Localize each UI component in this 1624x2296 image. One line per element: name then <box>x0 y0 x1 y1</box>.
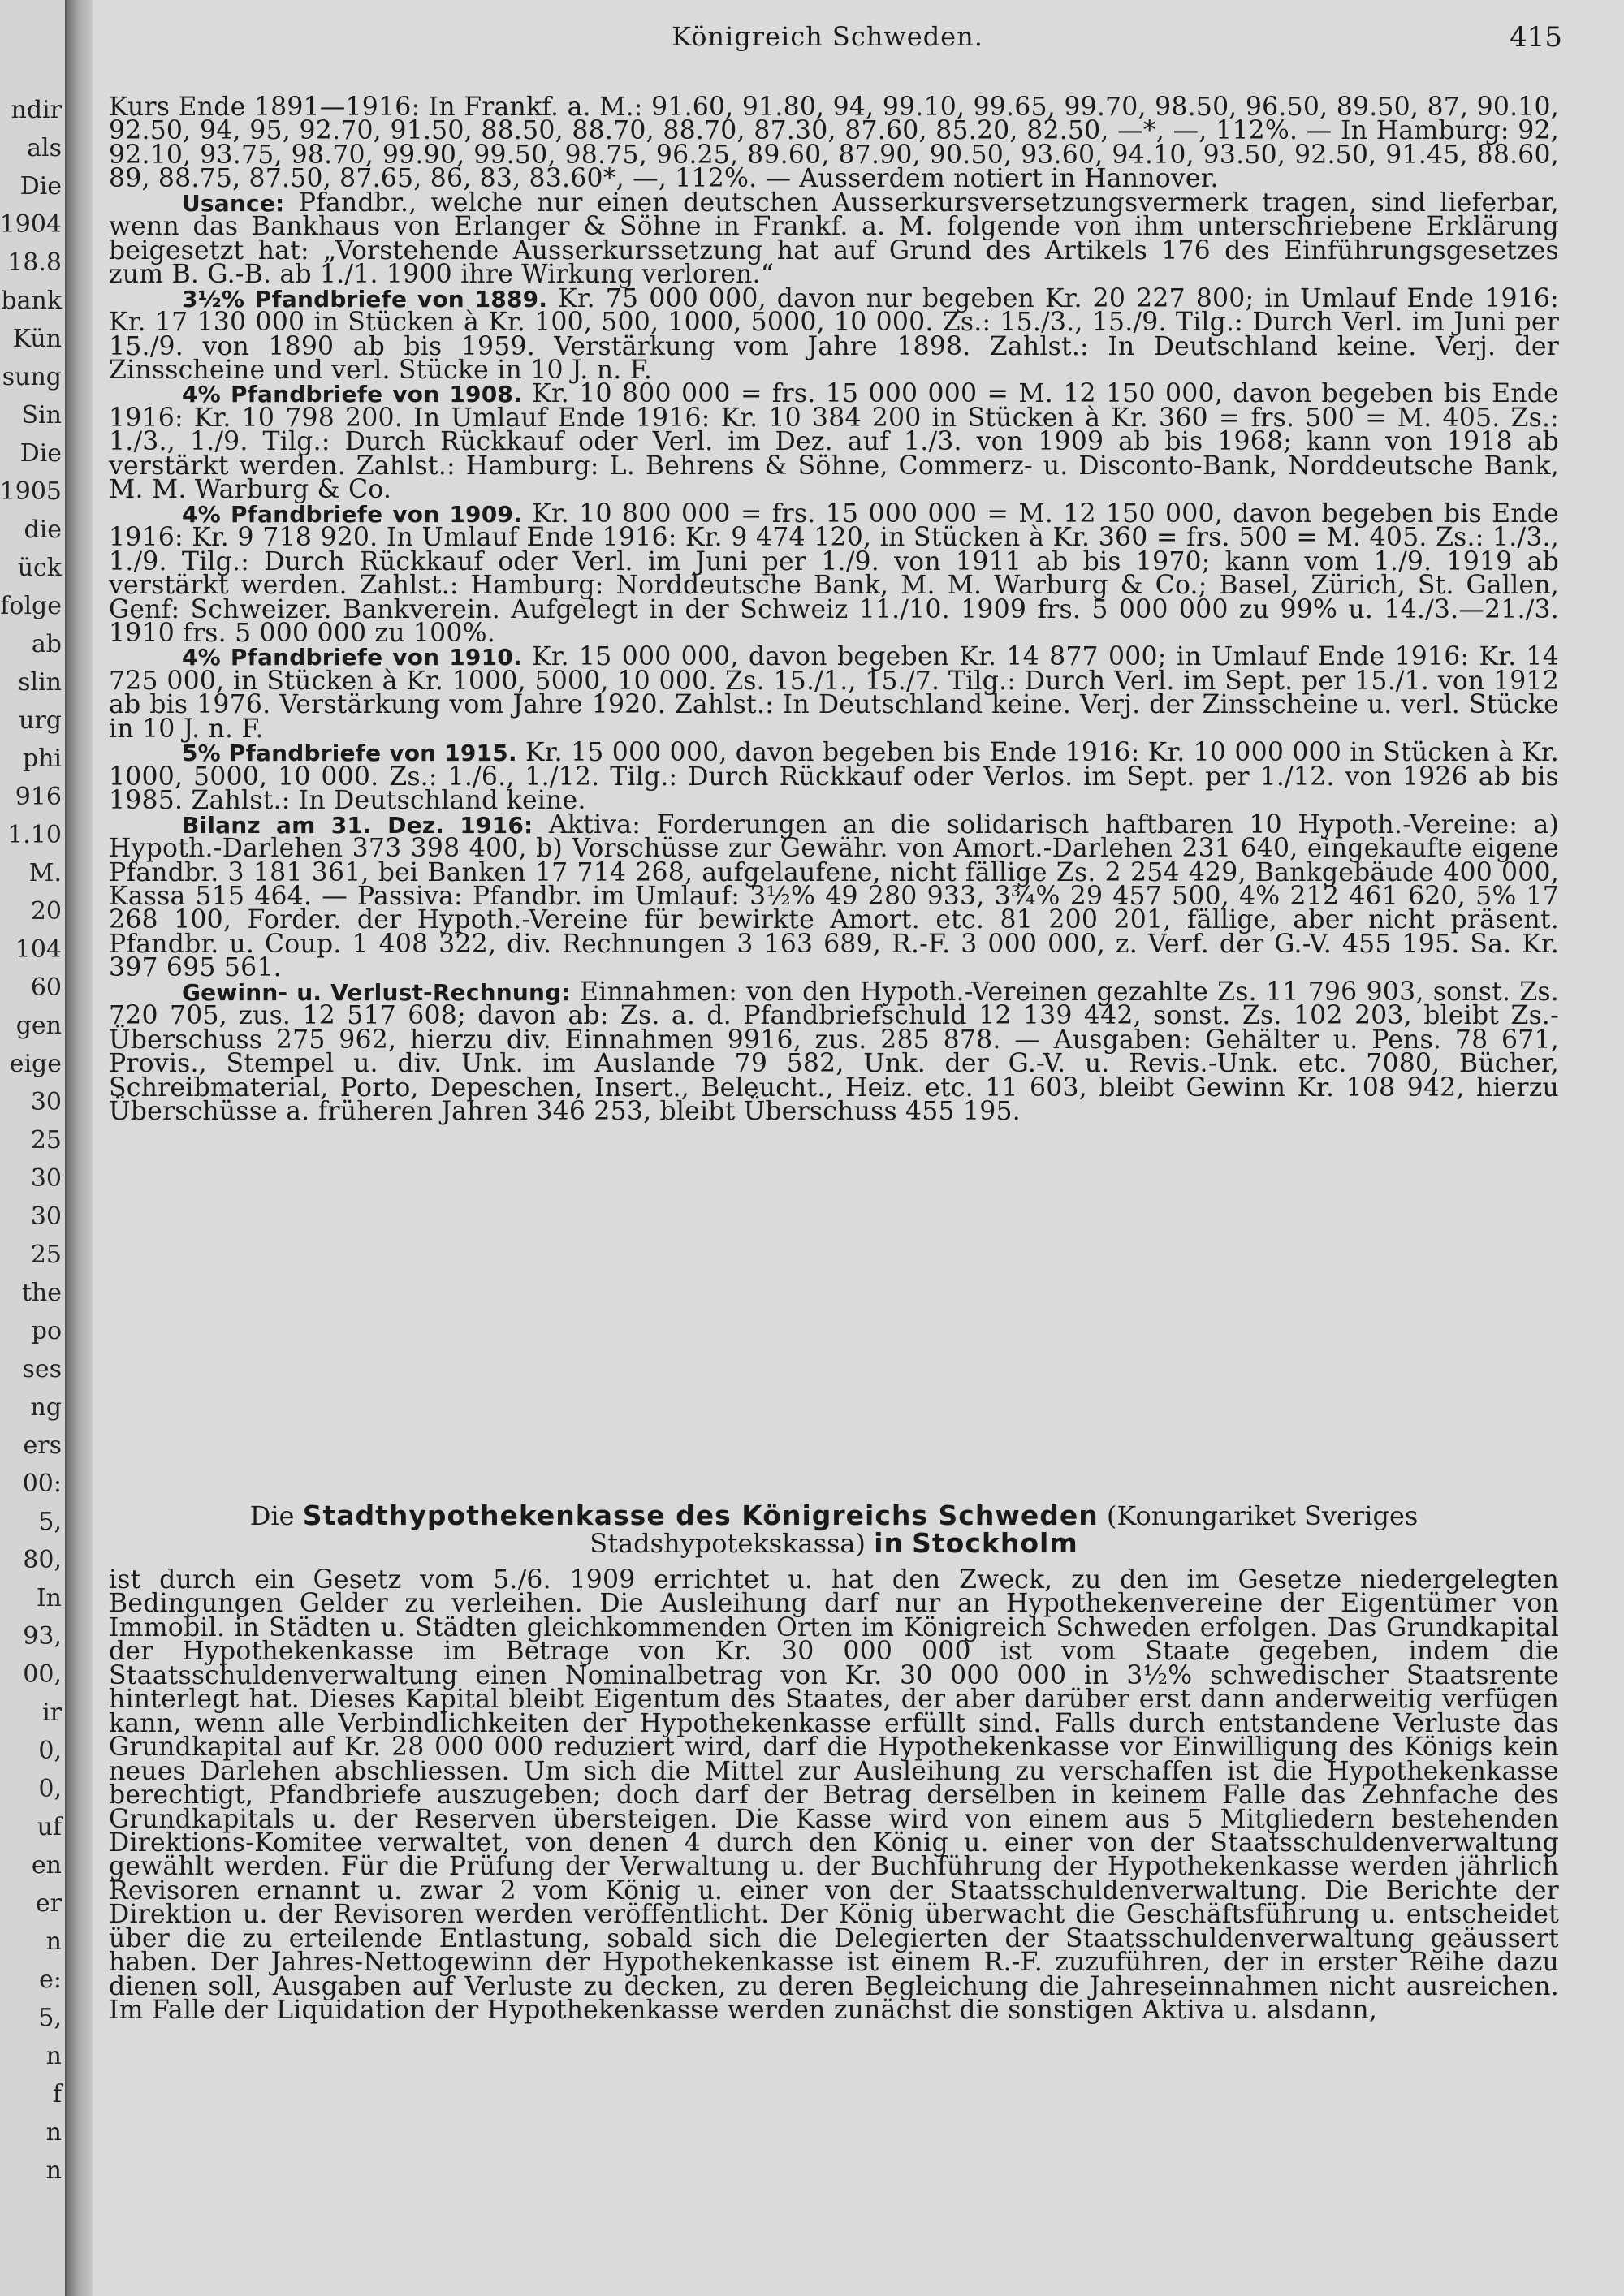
previous-page-fragment: 00, <box>23 1660 62 1689</box>
section-paragraph <box>109 738 1559 816</box>
entity-description <box>109 1565 1559 2026</box>
securities-section <box>109 93 1560 1127</box>
previous-page-fragment: Die <box>19 172 62 201</box>
paragraph-lead: 4% Pfandbriefe von 1910. <box>182 644 522 671</box>
paragraph-text: Kr. 75 000 000, davon nur begeben Kr. 20 227 800; in Umlauf Ende 1916: Kr. 17 130 000 in Stücken à Kr. 100, 500, 1000, 5000, 10 000. Zs.: 15./3., 15./9. Tilg.: Durch Verl. im Juni per 15./9. von 1890 ab bis 1959. Verstärkung vom Jahre 1898. Zahlst.: In Deutschland keine. Verj. der Zinsscheine und verl. Stücke in 10 J. n. F. <box>109 283 1559 385</box>
paragraph-text: Kurs Ende 1891—1916: In Frankf. a. M.: 91.60, 91.80, 94, 99.10, 99.65, 99.70, 98.50, 96.50, 89.50, 87, 90.10, 92.50, 94, 95, 92.70, 91.50, 88.50, 88.70, 88.70, 87.30, 87.60, 85.20, 82.50, —*, —, 112%. — In Hamburg: 92, 92.10, 93.75, 98.70, 99.90, 99.50, 98.75, 96.25, 89.60, 87.90, 90.50, 93.60, 94.10, 93.50, 92.50, 91.45, 88.60, 89, 88.75, 87.50, 87.65, 86, 83, 83.60*, —, 112%. — Ausserdem notiert in Hannover. <box>109 93 1559 194</box>
page <box>93 0 1624 2296</box>
previous-page-fragment: 20 <box>30 897 62 926</box>
previous-page-edge <box>0 0 67 2296</box>
previous-page-fragment: 25 <box>30 1241 62 1269</box>
previous-page-fragment: ück <box>17 554 62 582</box>
previous-page-fragment: phi <box>22 744 62 773</box>
previous-page-fragment: 1905 <box>0 477 62 506</box>
previous-page-fragment: eige <box>9 1050 62 1078</box>
previous-page-fragment: 0, <box>38 1737 62 1765</box>
section-paragraph <box>109 188 1559 290</box>
previous-page-fragment: n <box>45 1927 62 1956</box>
paragraph-lead: 4% Pfandbriefe von 1909. <box>182 500 522 528</box>
previous-page-fragment: bank <box>1 287 62 315</box>
paragraph-text: Kr. 15 000 000, davon begeben Kr. 14 877 000; in Umlauf Ende 1916: Kr. 14 725 000, in Stücken à Kr. 1000, 5000, 10 000. Zs. 15./1., 15./7. Tilg.: Durch Verl. im Sept. per 15./1. von 1912 ab bis 1976. Verstärkung vom Jahre 1920. Zahlst.: In Deutschland keine. Verj. der Zinsscheine u. verl. Stücke in 10 J. n. F. <box>109 642 1560 744</box>
previous-page-fragment: 30 <box>30 1202 62 1231</box>
previous-page-fragment: In <box>36 1584 62 1612</box>
paragraph-lead: Usance: <box>182 189 285 217</box>
previous-page-fragment: 60 <box>30 973 62 1002</box>
entity-heading <box>109 1502 1559 1557</box>
previous-page-fragment: 916 <box>15 783 62 811</box>
previous-page-fragment: uf <box>37 1813 62 1841</box>
previous-page-fragment: 5, <box>38 1508 62 1536</box>
previous-page-fragment: n <box>45 2042 62 2070</box>
paragraph-lead: 5% Pfandbriefe von 1915. <box>182 740 517 767</box>
previous-page-fragment: the <box>21 1279 62 1307</box>
previous-page-fragment: Sin <box>21 401 62 429</box>
previous-page-fragment: 1.10 <box>7 821 62 849</box>
previous-page-fragment: ng <box>30 1393 62 1422</box>
page-number: 415 <box>1510 21 1562 54</box>
previous-page-fragment: e: <box>39 1966 62 1994</box>
previous-page-fragment: ndir <box>11 96 62 124</box>
previous-page-fragment: Die <box>19 439 62 468</box>
section-paragraph <box>109 809 1560 983</box>
previous-page-fragment: gen <box>15 1012 62 1040</box>
previous-page-fragment: 93, <box>23 1622 62 1651</box>
paragraph-text: Pfandbr., welche nur einen deutschen Ausserkursversetzungsvermerk tragen, sind lieferbar, wenn das Bankhaus von Erlanger & Söhne in Frankf. a. M. folgende von ihm unterschriebene Erklärung beigesetzt hat: „Vorstehende Ausserkurssetzung hat auf Grund des Artikels 176 des Einführungsgesetzes zum B. G.-B. ab 1./1. 1900 ihre Wirkung verloren.“ <box>109 188 1559 290</box>
entity-prefix: Die <box>249 1500 295 1531</box>
previous-page-fragment: urg <box>19 706 62 735</box>
previous-page-fragment: 18.8 <box>7 248 62 277</box>
book-gutter <box>67 0 93 2296</box>
previous-page-fragment: 0, <box>38 1775 62 1803</box>
previous-page-fragment: sung <box>2 363 62 391</box>
previous-page-fragment: slin <box>18 668 62 697</box>
previous-page-fragment: po <box>31 1317 62 1345</box>
previous-page-fragment: Kün <box>12 325 62 353</box>
previous-page-fragment: ab <box>31 630 62 658</box>
previous-page-fragment: 30 <box>30 1164 62 1193</box>
previous-page-fragment: 104 <box>15 935 62 964</box>
previous-page-fragment: n <box>45 2118 62 2147</box>
previous-page-fragment: M. <box>28 859 62 887</box>
previous-page-fragment: er <box>35 1889 62 1918</box>
previous-page-fragment: ers <box>23 1431 62 1460</box>
previous-page-fragment: ir <box>42 1698 62 1727</box>
previous-page-fragment: 80, <box>23 1546 62 1574</box>
section-paragraph <box>109 977 1560 1127</box>
previous-page-fragment: f <box>52 2080 62 2108</box>
entity-in: in <box>874 1527 904 1559</box>
entity-swedish-name: (Konungariket Sveriges Stadshypotekskassa) <box>590 1500 1419 1559</box>
previous-page-fragment: ses <box>22 1355 62 1383</box>
previous-page-fragment: n <box>45 2156 62 2185</box>
previous-page-fragment: 30 <box>30 1088 62 1116</box>
section-paragraph <box>109 498 1560 648</box>
paragraph-text: Kr. 10 800 000 = frs. 15 000 000 = M. 12 150 000, davon begeben bis Ende 1916: Kr. 10 798 200. In Umlauf Ende 1916: Kr. 10 384 200 in Stücken à Kr. 360 = frs. 500 = M. 405. Zs.: 1./3., 1./9. Tilg.: Durch Rückkauf oder Verl. im Dez. auf 1./3. von 1909 ab bis 1968; kann von 1918 ab verstärkt werden. Zahlst.: Hamburg: L. Behrens & Söhne, Commerz- u. Disconto-Bank, Norddeutsche Bank, M. M. Warburg & Co. <box>109 379 1560 505</box>
section-paragraph <box>109 93 1559 194</box>
description-paragraph: ist durch ein Gesetz vom 5./6. 1909 errichtet u. hat den Zweck, zu den im Gesetze niedergelegten Bedingungen Gelder zu verleihen. Die Ausleihung darf nur an Hypothekenvereine der Eigentümer von Immobil. in Städten u. Städten gleichkommenden Orten im Königreich Schweden erfolgen. Das Grundkapital der Hypothekenkasse im Betrage von Kr. 30 000 000 ist vom Staate gegeben, indem die Staatsschuldenverwaltung einen Nominalbetrag von Kr. 30 000 000 in 3½% schwedischer Staatsrente hinterlegt hat. Dieses Kapital bleibt Eigentum des Staates, der aber darüber erst dann anderweitig verfügen kann, wenn alle Verbindlichkeiten der Hypothekenkasse erfüllt sind. Falls durch entstandene Verluste das Grundkapital auf Kr. 28 000 000 reduziert wird, darf die Hypothekenkasse vor Einwilligung des Königs kein neues Darlehen abschliessen. Um sich die Mittel zur Ausleihung zu verschaffen ist die Hypothekenkasse berechtigt, Pfandbriefe auszugeben; doch darf der Betrag derselben in keinem Falle das Zehnfache des Grundkapitals u. der Reserven übersteigen. Die Kasse wird von einem aus 5 Mitgliedern bestehenden Direktions-Komitee verwaltet, von denen 4 durch den König u. einer von der Staatsschuldenverwaltung gewählt werden. Für die Prüfung der Verwaltung u. der Buchführung der Hypothekenkasse werden jährlich Revisoren ernannt u. zwar 2 vom König u. einer von der Staatsschuldenverwaltung. Die Berichte der Direktion u. der Revisoren werden veröffentlicht. Der König überwacht die Geschäftsführung u. entscheidet über die zu erteilende Entlastung, sobald sich die Delegierten der Staatsschuldenverwaltung geäussert haben. Der Jahres-Nettogewinn der Hypothekenkasse ist einem R.-F. zuzuführen, der in erster Reihe dazu dienen soll, Ausgaben auf Verluste zu decken, zu deren Begleichung die Jahreseinnahmen nicht ausreichen. Im Falle der Liquidation der Hypothekenkasse werden zunächst die sonstigen Aktiva u. alsdann, <box>109 1565 1559 2026</box>
previous-page-fragment: 00: <box>22 1470 62 1498</box>
paragraph-text: Kr. 15 000 000, davon begeben bis Ende 1916: Kr. 10 000 000 in Stücken à Kr. 1000, 5000, 10 000. Zs.: 1./6., 1./12. Tilg.: Durch Rückkauf oder Verlos. im Sept. per 1./12. von 1926 ab bis 1985. Zahlst.: In Deutschland keine. <box>109 738 1559 816</box>
section-paragraph <box>109 283 1559 385</box>
section-paragraph <box>109 379 1560 505</box>
entity-name: Stadthypothekenkasse des Königreichs Schweden <box>302 1500 1099 1531</box>
previous-page-fragment: als <box>27 134 62 162</box>
previous-page-fragment: die <box>24 516 62 544</box>
paragraph-lead: 4% Pfandbriefe von 1908. <box>182 381 522 408</box>
previous-page-fragment: en <box>31 1851 62 1880</box>
entity-city: Stockholm <box>912 1527 1078 1559</box>
previous-page-fragment: folge <box>0 592 62 620</box>
paragraph-lead: Gewinn- u. Verlust-Rechnung: <box>182 978 571 1006</box>
section-paragraph <box>109 642 1560 744</box>
paragraph-lead: Bilanz am 31. Dez. 1916: <box>182 811 533 839</box>
paragraph-text: Aktiva: Forderungen an die solidarisch haftbaren 10 Hypoth.-Vereine: a) Hypoth.-Darlehen 373 398 400, b) Vorschüsse zur Gewähr. von Amort.-Darlehen 231 640, eingekaufte eigene Pfandbr. 3 181 361, bei Banken 17 714 268, aufgelaufene, nicht fällige Zs. 2 254 429, Bankgebäude 400 000, Kassa 515 464. — Passiva: Pfandbr. im Umlauf: 3½% 49 280 933, 3¾% 29 457 500, 4% 212 461 620, 5% 17 268 100, Forder. der Hypoth.-Vereine für bewirkte Amort. etc. 81 200 201, fällige, aber nicht präsent. Pfandbr. u. Coup. 1 408 322, div. Rechnungen 3 163 689, R.-F. 3 000 000, z. Verf. der G.-V. 455 195. Sa. Kr. 397 695 561. <box>109 809 1560 983</box>
previous-page-fragment: 1904 <box>0 210 62 239</box>
paragraph-lead: 3½% Pfandbriefe von 1889. <box>182 285 548 313</box>
page-header <box>93 21 1562 62</box>
previous-page-fragment: 5, <box>38 2004 62 2032</box>
running-title: Königreich Schweden. <box>672 21 983 52</box>
previous-page-fragment: 25 <box>30 1126 62 1154</box>
paragraph-text: Kr. 10 800 000 = frs. 15 000 000 = M. 12 150 000, davon begeben bis Ende 1916: Kr. 9 718 920. In Umlauf Ende 1916: Kr. 9 474 120, in Stücken à Kr. 360 = frs. 500 = M. 405. Zs.: 1./3., 1./9. Tilg.: Durch Rückkauf oder Verl. im Juni per 1./9. von 1911 ab bis 1970; kann vom 1./9. 1919 ab verstärkt werden. Zahlst.: Hamburg: Norddeutsche Bank, M. M. Warburg & Co.; Basel, Zürich, St. Gallen, Genf: Schweizer. Bankverein. Aufgelegt in der Schweiz 11./10. 1909 frs. 5 000 000 zu 99% u. 14./3.—21./3. 1910 frs. 5 000 000 zu 100%. <box>109 498 1560 648</box>
paragraph-text: Einnahmen: von den Hypoth.-Vereinen gezahlte Zs. 11 796 903, sonst. Zs. 720 705, zus. 12 517 608; davon ab: Zs. a. d. Pfandbriefschuld 12 139 442, sonst. Zs. 102 203, bleibt Zs.-Überschuss 275 962, hierzu div. Einnahmen 9916, zus. 285 878. — Ausgaben: Gehälter u. Pens. 78 671, Provis., Stempel u. div. Unk. im Auslande 79 582, Unk. der G.-V. u. Revis.-Unk. etc. 7080, Bücher, Schreibmaterial, Porto, Depeschen, Insert., Beleucht., Heiz. etc. 11 603, bleibt Gewinn Kr. 108 942, hierzu Überschüsse a. früheren Jahren 346 253, bleibt Überschuss 455 195. <box>109 977 1560 1127</box>
